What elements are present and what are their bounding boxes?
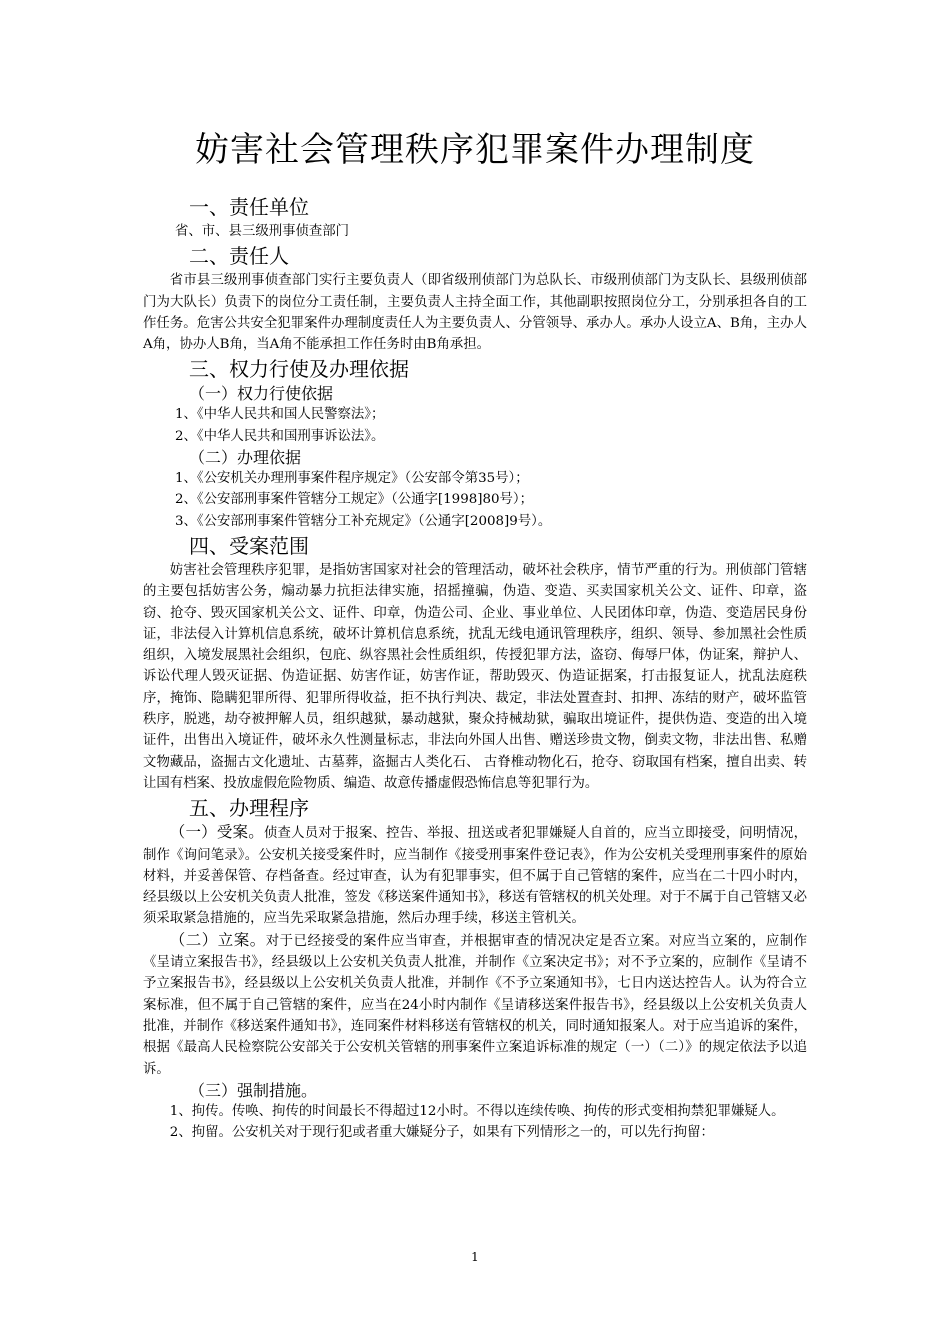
list-item: 1、《公安机关办理刑事案件程序规定》（公安部令第35号）； bbox=[175, 471, 529, 487]
page-number: 1 bbox=[471, 1250, 479, 1264]
section-heading-responsible-person: 二、责任人 bbox=[189, 244, 289, 269]
paragraph-lead: （二）立案。 bbox=[169, 930, 266, 949]
section-heading-basis: 三、权力行使及办理依据 bbox=[189, 357, 409, 382]
list-item: 1、《中华人民共和国人民警察法》； bbox=[175, 407, 385, 423]
section-heading-scope: 四、受案范围 bbox=[189, 533, 309, 558]
paragraph-case-acceptance bbox=[143, 822, 807, 929]
list-item: 2、《中华人民共和国刑事诉讼法》。 bbox=[175, 428, 385, 444]
section-heading-responsible-unit: 一、责任单位 bbox=[189, 195, 309, 219]
document-title: 妨害社会管理秩序犯罪案件办理制度 bbox=[195, 130, 755, 170]
list-item: 2、《公安部刑事案件管辖分工规定》（公通字[1998]80号）； bbox=[175, 492, 533, 508]
section-text-scope: 妨害社会管理秩序犯罪，是指妨害国家对社会的管理活动，破坏社会秩序，情节严重的行为。刑侦部门管辖的主要包括妨害公务，煽动暴力抗拒法律实施，招摇撞骗，伪造、变造、买卖国家机关公文、证件、印章，盗窃、抢夺、毁灭国家机关公文、证件、印章，伪造公司、企业、事业单位、人民团体印章，伪造、变造居民身份证，非法侵入计算机信息系统，破坏计算机信息系统，扰乱无线电通讯管理秩序，组织、领导、参加黑社会性质组织，入境发展黑社会组织，包庇、纵容黑社会性质组织，传授犯罪方法，盗窃、侮辱尸体，伪证案，辩护人、诉讼代理人毁灭证据、伪造证据、妨害作证，妨害作证，帮助毁灭、伪造证据案，打击报复证人，扰乱法庭秩序，掩饰、隐瞒犯罪所得、犯罪所得收益，拒不执行判决、裁定，非法处置查封、扣押、冻结的财产，破坏监管秩序，脱逃，劫夺被押解人员，组织越狱，暴动越狱，聚众持械劫狱，骗取出境证件，提供伪造、变造的出入境证件，出售出入境证件，破坏永久性测量标志，非法向外国人出售、赠送珍贵文物，倒卖文物，非法出售、私赠文物藏品，盗掘古文化遗址、古墓葬，盗掘古人类化石、 古脊椎动物化石，抢夺、窃取国有档案，擅自出卖、转让国有档案、投放虚假危险物质、编造、故意传播虚假恐怖信息等犯罪行为。 bbox=[143, 562, 807, 791]
section-text-responsible-person: 省市县三级刑事侦查部门实行主要负责人（即省级刑侦部门为总队长、市级刑侦部门为支队长、县级刑侦部门为大队长）负责下的岗位分工责任制，主要负责人主持全面工作，其他副职按照岗位分工，分别承担各自的工作任务。危害公共安全犯罪案件办理制度责任人为主要负责人、分管领导、承办人。承办人设立A、B角，主办人A角，协办人B角，当A角不能承担工作任务时由B角承担。 bbox=[143, 273, 807, 353]
subheading-coercive-measures: （三）强制措施。 bbox=[189, 1080, 318, 1100]
section-text-responsible-unit: 省、市、县三级刑事侦查部门 bbox=[175, 224, 350, 239]
list-item: 3、《公安部刑事案件管辖分工补充规定》（公通字[2008]9号）。 bbox=[175, 513, 552, 529]
subheading-handling-basis: （二）办理依据 bbox=[189, 448, 302, 468]
paragraph-detention: 2、拘留。公安机关对于现行犯或者重大嫌疑分子，如果有下列情形之一的，可以先行拘留： bbox=[169, 1125, 714, 1141]
paragraph-text: 侦查人员对于报案、控告、举报、扭送或者犯罪嫌疑人自首的，应当立即接受，问明情况，制作《询问笔录》。公安机关接受案件时，应当制作《接受刑事案件登记表》，作为公安机关受理刑事案件的原始材料，并妥善保管、存档备查。经过审查，认为有犯罪事实，但不属于自己管辖的案件，应当在二十四小时内，经县级以上公安机关负责人批准，签发《移送案件通知书》，移送有管辖权的机关处理。对于不属于自己管辖又必须采取紧急措施的，应当先采取紧急措施，然后办理手续，移送主管机关。 bbox=[143, 826, 807, 927]
paragraph-text: 对于已经接受的案件应当审查，并根据审查的情况决定是否立案。对应当立案的，应制作《呈请立案报告书》，经县级以上公安机关负责人批准，并制作《立案决定书》；对不予立案的，应制作《呈请不予立案报告书》，经县级以上公安机关负责人批准，并制作《不予立案通知书》，七日内送达控告人。认为符合立案标准，但不属于自己管辖的案件，应当在24小时内制作《呈请移送案件报告书》，经县级以上公安机关负责人批准，并制作《移送案件通知书》，连同案件材料移送有管辖权的机关，同时通知报案人。对于应当追诉的案件，根据《最高人民检察院公安部关于公安机关管辖的刑事案件立案追诉标准的规定（一）（二）》的规定依法予以追诉。 bbox=[143, 933, 807, 1077]
document-body bbox=[143, 193, 807, 1143]
paragraph-case-filing bbox=[143, 930, 807, 1080]
section-heading-procedure: 五、办理程序 bbox=[189, 796, 309, 821]
subheading-power-basis: （一）权力行使依据 bbox=[189, 384, 334, 404]
paragraph-lead: （一）受案。 bbox=[169, 823, 264, 842]
paragraph-summons: 1、拘传。传唤、拘传的时间最长不得超过12小时。不得以连续传唤、拘传的形式变相拘禁犯罪嫌疑人。 bbox=[169, 1103, 785, 1119]
